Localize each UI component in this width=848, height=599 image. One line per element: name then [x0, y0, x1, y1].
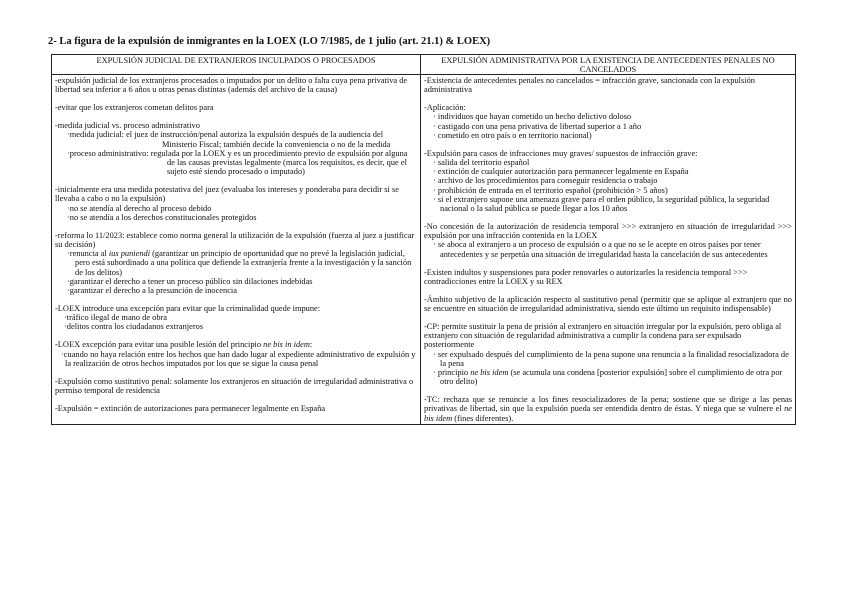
header-row [52, 55, 796, 75]
judicial-vs-administrative [55, 121, 417, 176]
list-item: ·garantizar el derecho a la presunción de inocencia [67, 286, 237, 296]
list-item: · prohibición de entrada en el territorio español (prohibición > 5 años) [433, 185, 668, 195]
list-item: · extinción de cualquier autorización para permanecer legalmente en España [433, 167, 689, 177]
list-item: · se aboca al extranjero a un proceso de expulsión o a que no se le acepte en otros países por tener antecedentes y se perpetúa una situación de irregularidad hasta la cancelación de sus antecedentes [433, 240, 768, 259]
block-heading: -inicialmente era una medida potestativa del juez (evaluaba los intereses y ponderaba para decidir si se llevaba a cabo o no la expulsión) [55, 185, 399, 204]
list-item: · individuos que hayan cometido un hecho delictivo doloso [433, 112, 632, 122]
block-heading: -reforma lo 11/2023: establece como norma general la utilización de la expulsión (fuerza al juez a justificar su decisión) [55, 230, 415, 250]
list-item: · ser expulsado después del cumplimiento de la pena supone una renuncia a la finalidad resocializadora de la pena [433, 349, 789, 368]
purpose-text: -evitar que los extranjeros cometan delitos para [55, 103, 214, 113]
loex-exception-impunity [55, 304, 417, 332]
list-item: · cometido en otro país o en territorio nacional) [433, 130, 592, 140]
list-item: ·proceso administrativo: regulada por la LOEX y es un procedimiento previo de expulsión por alguna de las causas previstas legalmente (marca los requisitos, es decir, que el sujeto esté siendo procesado o imputado) [67, 148, 408, 177]
criminal-code-block [424, 322, 792, 386]
right-column-header: EXPULSIÓN ADMINISTRATIVA POR LA EXISTENCIA DE ANTECEDENTES PENALES NO CANCELADOS [421, 55, 796, 75]
application-block [424, 103, 792, 140]
criminal-record-infraction: -Existencia de antecedentes penales no cancelados = infracción grave, sancionada con la expulsión administrativa [424, 76, 755, 95]
list-item: ·delitos contra los ciudadanos extranjeros [64, 322, 204, 332]
list-item: ·garantizar el derecho a tener un proceso público sin dilaciones indebidas [67, 276, 313, 286]
comparison-table [51, 54, 796, 425]
list-item: · principio ne bis idem (se acumula una condena [posterior expulsión] sobre el cumplimiento de otra por otro delito) [433, 368, 783, 387]
constitutional-court-block: -TC: rechaza que se renuncie a los fines resocializadores de la pena; sostiene que se dirige a las penas privativas de libertad, sin que la expulsión pueda ser entendida dentro de éstas. Y niega que se vulnere el ne bis idem (fines diferentes). [424, 395, 792, 423]
block-heading: -Aplicación: [424, 103, 466, 113]
judicial-expulsion-definition: -expulsión judicial de los extranjeros procesados o imputados por un delito o falta cuya pena privativa de libertad sea inferior a 6 años u otras penas distintas (además del archivo de la causa) [55, 76, 408, 95]
expulsion-extinction: -Expulsión = extinción de autorizaciones para permanecer legalmente en España [55, 404, 326, 414]
pardons-contradictions: -Existen indultos y suspensiones para poder renovarles o autorizarles la residencia temporal >>> contradicciones entre la LOEX y su REX [424, 267, 748, 286]
block-heading: -CP: permite sustituir la pena de prisión al extranjero en situación irregular por la expulsión, pero obliga al extranjero con situación de regularidad administrativa a cumplir la condena para ser expulsado posteriormente [424, 322, 782, 350]
block-heading: -No concesión de la autorización de residencia temporal >>> extranjero en situación de irregularidad >>> expulsión por una infracción contenida en la LOEX [424, 222, 792, 241]
left-column-cell [52, 75, 421, 425]
block-heading: -medida judicial vs. proceso administrativo [55, 121, 200, 131]
list-item: ·medida judicial: el juez de instrucción/penal autoriza la expulsión después de la audiencia del Ministerio Fiscal; también decide la conveniencia o no de la medida [67, 130, 391, 149]
section-title: 2- La figura de la expulsión de inmigrantes en la LOEX (LO 7/1985, de 1 julio (art. 21.1) & LOEX) [48, 36, 491, 47]
substitute-penalty: -Expulsión como sustitutivo penal: solamente los extranjeros en situación de irregularidad administrativa o permiso temporal de residencia [55, 376, 414, 396]
serious-infractions-block [424, 149, 792, 213]
block-heading: -LOEX excepción para evitar una posible lesión del principio ne bis in idem: [55, 340, 313, 350]
list-item: ·tráfico ilegal de mano de obra [64, 313, 168, 323]
list-item: ·no se atendía a los derechos constitucionales protegidos [67, 212, 257, 222]
reform-2023 [55, 231, 417, 295]
list-item: ·renuncia al ius puniendi (garantizar un principio de oportunidad que no prevé la legislación judicial, pero está subordinado a una política que defiende la extranjería frente a la investigación y la sanción de los delitos) [67, 249, 412, 277]
right-column-cell [421, 75, 796, 425]
list-item: · si el extranjero supone una amenaza grave para el orden público, la seguridad pública, la seguridad nacional o la salud pública se puede llegar a los 10 años [433, 194, 770, 214]
subjective-scope: -Ámbito subjetivo de la aplicación respecto al sustitutivo penal (permitir que se aplique al extranjero que no se encuentre en situación de irregularidad administrativa, siendo este último un requisito indispensable) [424, 294, 792, 314]
list-item: ·cuando no haya relación entre los hechos que han dado lugar al expediente administrativo de expulsión y la realización de otros hechos imputados por los que se sigue la causa penal [61, 349, 416, 368]
list-item: · archivo de los procedimientos para conseguir residencia o trabajo [433, 176, 658, 186]
initial-measure [55, 185, 417, 222]
loex-exception-ne-bis-in-idem [55, 340, 417, 368]
block-heading: -LOEX introduce una excepción para evitar que la criminalidad quede impune: [55, 304, 321, 314]
content-row [52, 75, 796, 425]
block-heading: -Expulsión para casos de infracciones muy graves/ supuestos de infracción grave: [424, 148, 698, 158]
list-item: · salida del territorio español [433, 158, 530, 168]
left-column-header: EXPULSIÓN JUDICIAL DE EXTRANJEROS INCULPADOS O PROCESADOS [52, 55, 421, 75]
list-item: · castigado con una pena privativa de libertad superior a 1 año [433, 121, 642, 131]
list-item: ·no se atendía al derecho al proceso debido [67, 203, 212, 213]
residence-denial-block [424, 222, 792, 259]
